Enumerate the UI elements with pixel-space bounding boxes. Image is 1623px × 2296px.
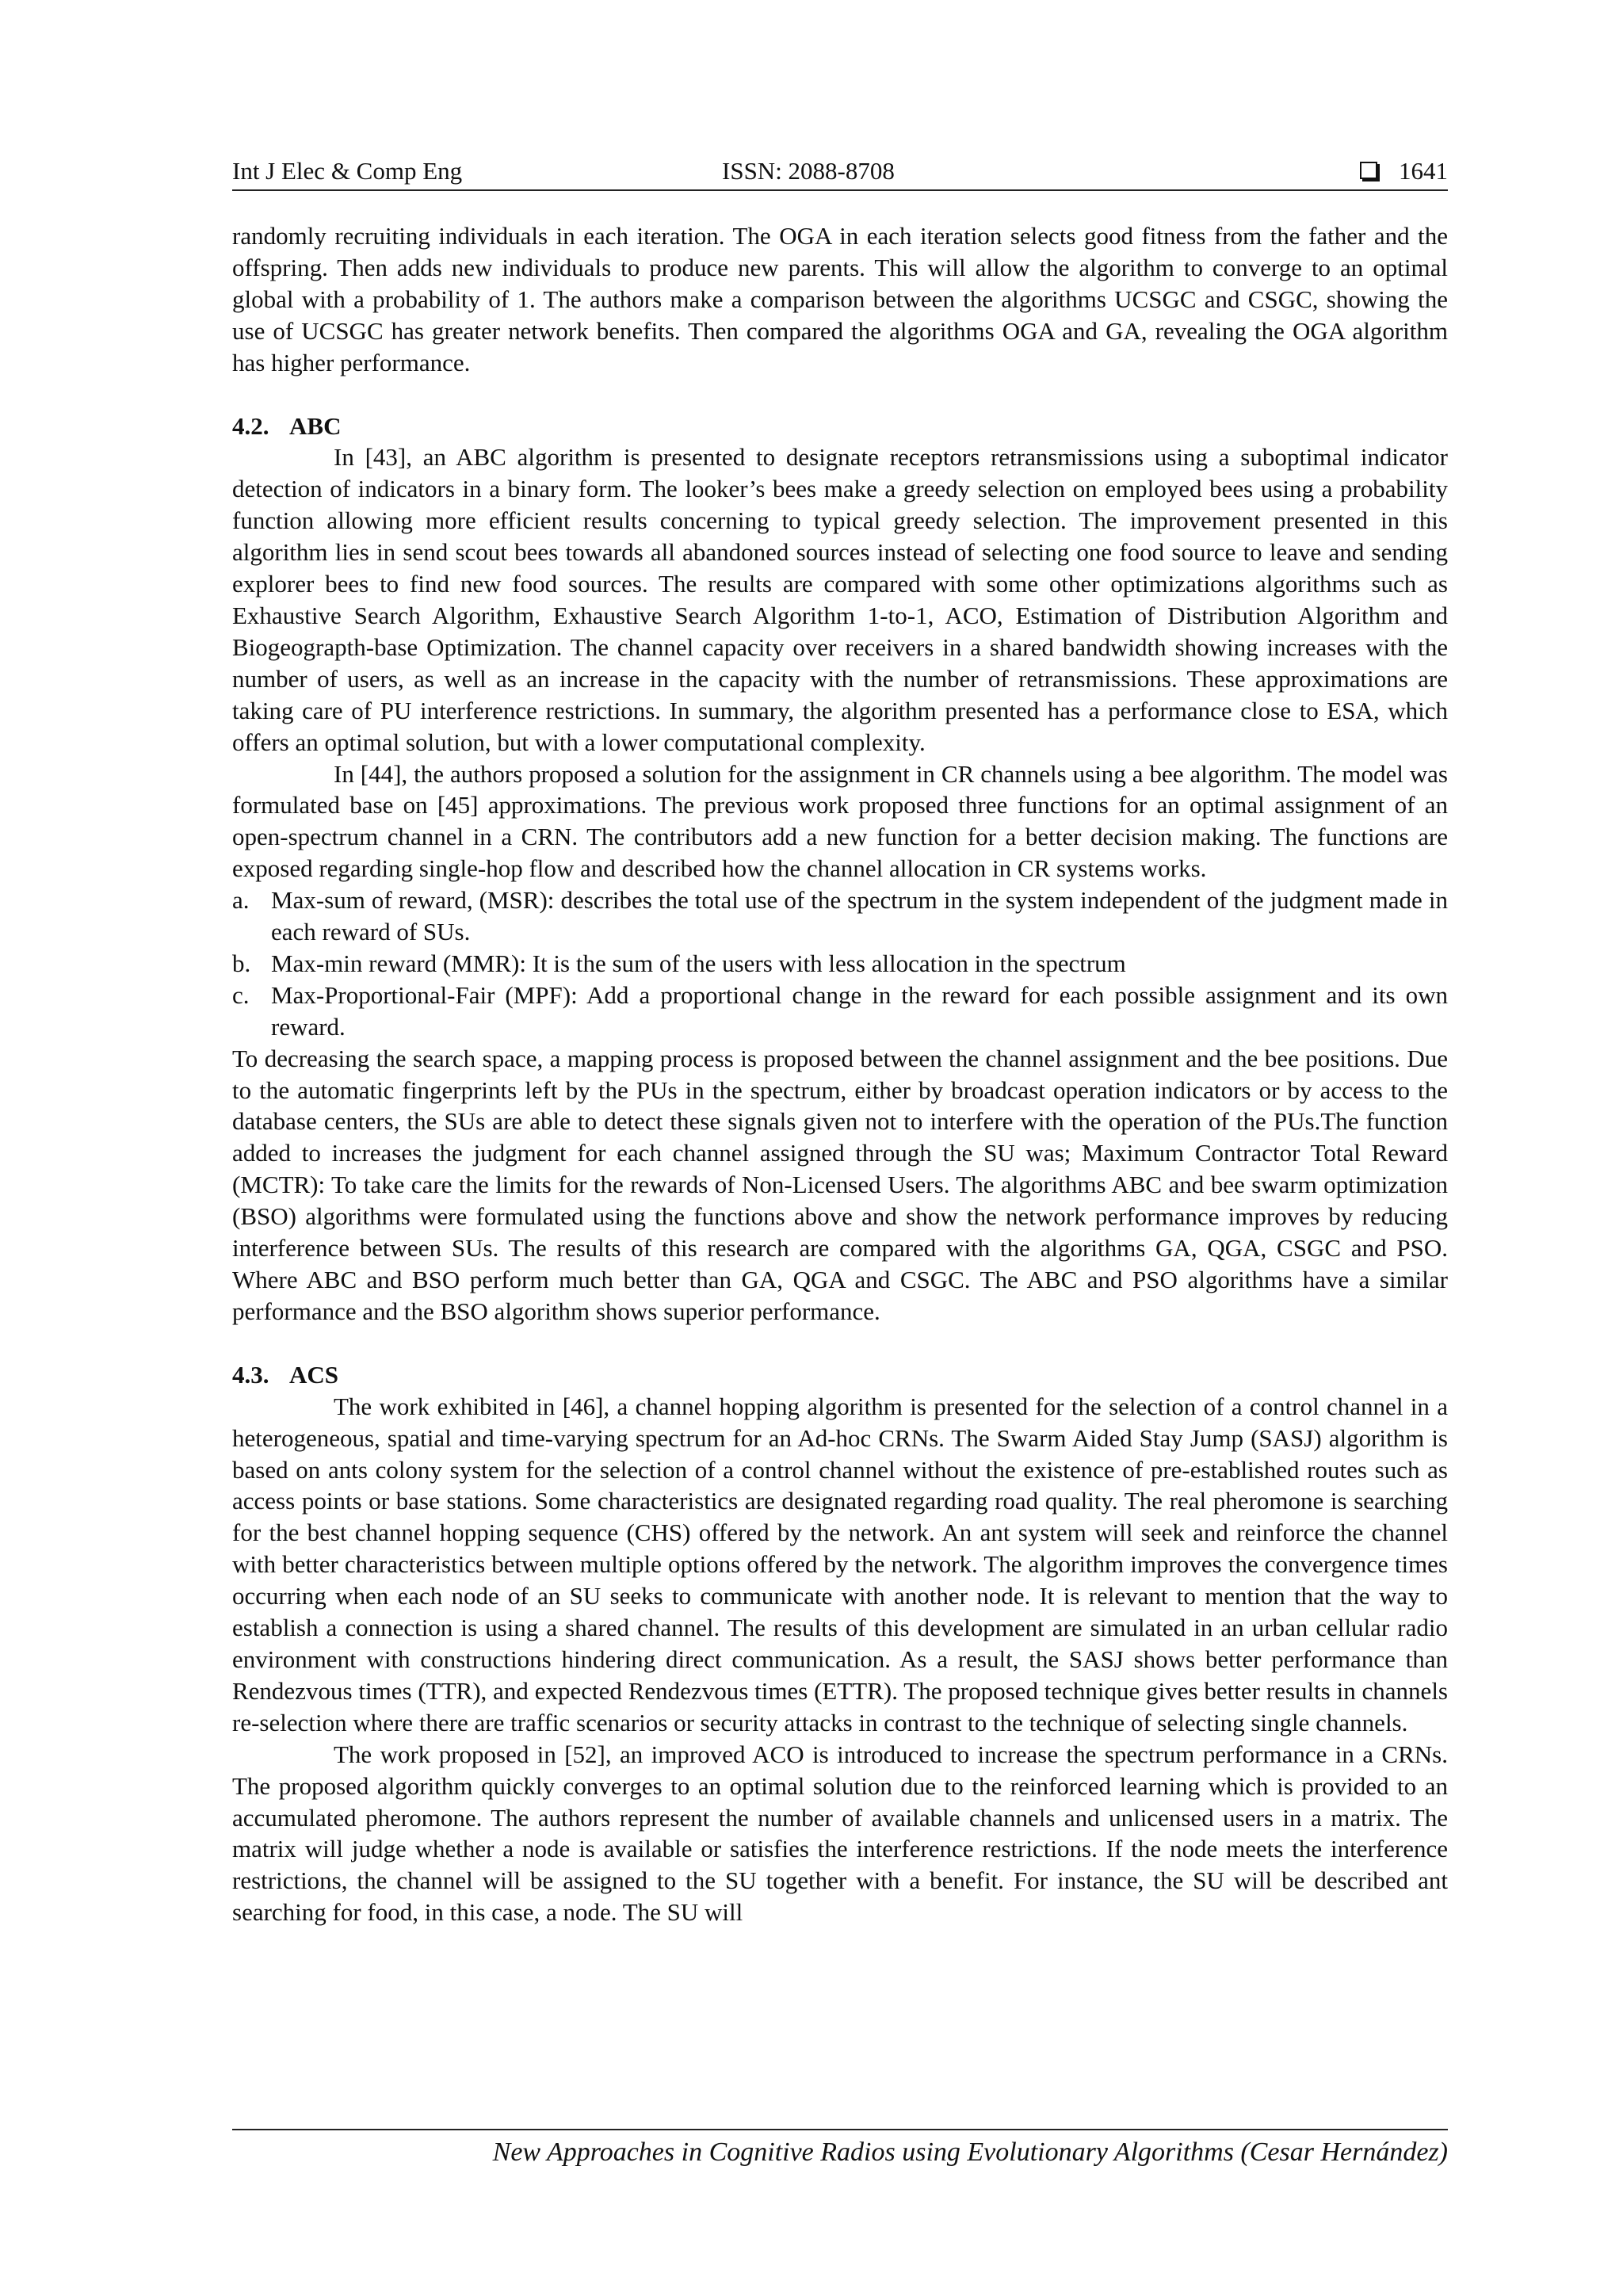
list-item [232, 884, 1448, 948]
journal-name: Int J Elec & Comp Eng [232, 157, 463, 185]
footer-divider [232, 2129, 1448, 2130]
section-title: ACS [289, 1360, 339, 1389]
list-item [232, 948, 1448, 980]
running-header [232, 153, 1448, 191]
paragraph-acs-2: The work proposed in [52], an improved ACO is introduced to increase the spectrum performance in a CRNs. The proposed algorithm quickly converges to an optimal solution due to the reinforced learning which is provided to an accumulated pheromone. The authors represent the number of available channels and unlicensed users in a matrix. The matrix will judge whether a node is available or satisfies the interference restrictions. If the node meets the interference restrictions, the channel will be assigned to the SU together with a benefit. For instance, the SU will be described ant searching for food, in this case, a node. The SU will [232, 1740, 1448, 1927]
section-heading-abc [232, 411, 1448, 442]
section-number: 4.3. [232, 1360, 269, 1389]
paragraph-acs-1: The work exhibited in [46], a channel hopping algorithm is presented for the selection of a control channel in a heterogeneous, spatial and time-varying spectrum for an Ad-hoc CRNs. The Swarm Aided Stay Jump (SASJ) algorithm is based on ants colony system for the selection of a control channel without the existence of pre-established routes such as access points or base stations. Some characteristics are designated regarding road quality. The real pheromone is searching for the best channel hopping sequence (CHS) offered by the network. An ant system will seek and reinforce the channel with better characteristics between multiple options offered by the network. The algorithm improves the convergence times occurring when each node of an SU seeks to communicate with another node. It is relevant to mention that the way to establish a connection is using a shared channel. The results of this development are simulated in an urban cellular radio environment with constructions hindering direct communication. As a result, the SASJ shows better performance than Rendezvous times (TTR), and expected Rendezvous times (ETTR). The proposed technique gives better results in channels re-selection where there are traffic scenarios or security attacks in contrast to the technique of selecting single channels. [232, 1392, 1448, 1736]
function-list [232, 884, 1448, 1043]
list-text: Max-min reward (MMR): It is the sum of the users with less allocation in the spectrum [271, 949, 1126, 977]
list-text: Max-sum of reward, (MSR): describes the total use of the spectrum in the system independent of the judgment made in each reward of SUs. [271, 886, 1448, 946]
list-text: Max-Proportional-Fair (MPF): Add a proportional change in the reward for each possible assignment and its own reward. [271, 980, 1448, 1041]
square-icon [1360, 162, 1377, 179]
paragraph-abc-1: In [43], an ABC algorithm is presented to designate receptors retransmissions using a suboptimal indicator detection of indicators in a binary form. The looker’s bees make a greedy selection on employed bees using a probability function allowing more efficient results concerning to typical greedy selection. The improvement presented in this algorithm lies in send scout bees towards all abandoned sources instead of selecting one food source to leave and sending explorer bees to find new food sources. The results are compared with some other optimizations algorithms such as Exhaustive Search Algorithm, Exhaustive Search Algorithm 1-to-1, ACO, Estimation of Distribution Algorithm and Biogeograpth-base Optimization. The channel capacity over receivers in a shared bandwidth showing increases with the number of users, as well as an increase in the capacity with the number of retransmissions. These approximations are taking care of PU interference restrictions. In summary, the algorithm presented has a performance close to ESA, which offers an optimal solution, but with a lower computational complexity. [232, 443, 1448, 756]
paragraph-abc-2: In [44], the authors proposed a solution for the assignment in CR channels using a bee algorithm. The model was formulated base on [45] approximations. The previous work proposed three functions for an optimal assignment of an open-spectrum channel in a CRN. The contributors add a new function for a better decision making. The functions are exposed regarding single-hop flow and described how the channel allocation in CR systems works. [232, 759, 1448, 883]
page-number: 1641 [1399, 157, 1448, 185]
section-title: ABC [289, 411, 342, 440]
list-item [232, 980, 1448, 1043]
list-marker: c. [232, 980, 250, 1009]
issn: ISSN: 2088-8708 [722, 157, 895, 185]
section-number: 4.2. [232, 411, 269, 440]
section-heading-acs [232, 1359, 1448, 1391]
article-body [232, 220, 1448, 1928]
paragraph-intro: randomly recruiting individuals in each iteration. The OGA in each iteration selects good fitness from the father and the offspring. Then adds new individuals to produce new parents. This will allow the algorithm to converge to an optimal global with a probability of 1. The authors make a comparison between the algorithms UCSGC and CSGC, showing the use of UCSGC has greater network benefits. Then compared the algorithms OGA and GA, revealing the OGA algorithm has higher performance. [232, 222, 1448, 376]
list-marker: b. [232, 949, 251, 977]
running-footer: New Approaches in Cognitive Radios using Evolutionary Algorithms (Cesar Hernández) [492, 2137, 1448, 2167]
paragraph-abc-3: To decreasing the search space, a mapping process is proposed between the channel assignment and the bee positions. Due to the automatic fingerprints left by the PUs in the spectrum, either by broadcast operation indicators or by access to the database centers, the SUs are able to detect these signals given not to interfere with the operation of the PUs.The function added to increases the judgment for each channel assigned through the SU was; Maximum Contractor Total Reward (MCTR): To take care the limits for the rewards of Non-Licensed Users. The algorithms ABC and bee swarm optimization (BSO) algorithms were formulated using the functions above and show the network performance improves by reducing interference between SUs. The results of this research are compared with the algorithms GA, QGA, CSGC and PSO. Where ABC and BSO perform much better than GA, QGA and CSGC. The ABC and PSO algorithms have a similar performance and the BSO algorithm shows superior performance. [232, 1044, 1448, 1325]
list-marker: a. [232, 886, 250, 915]
